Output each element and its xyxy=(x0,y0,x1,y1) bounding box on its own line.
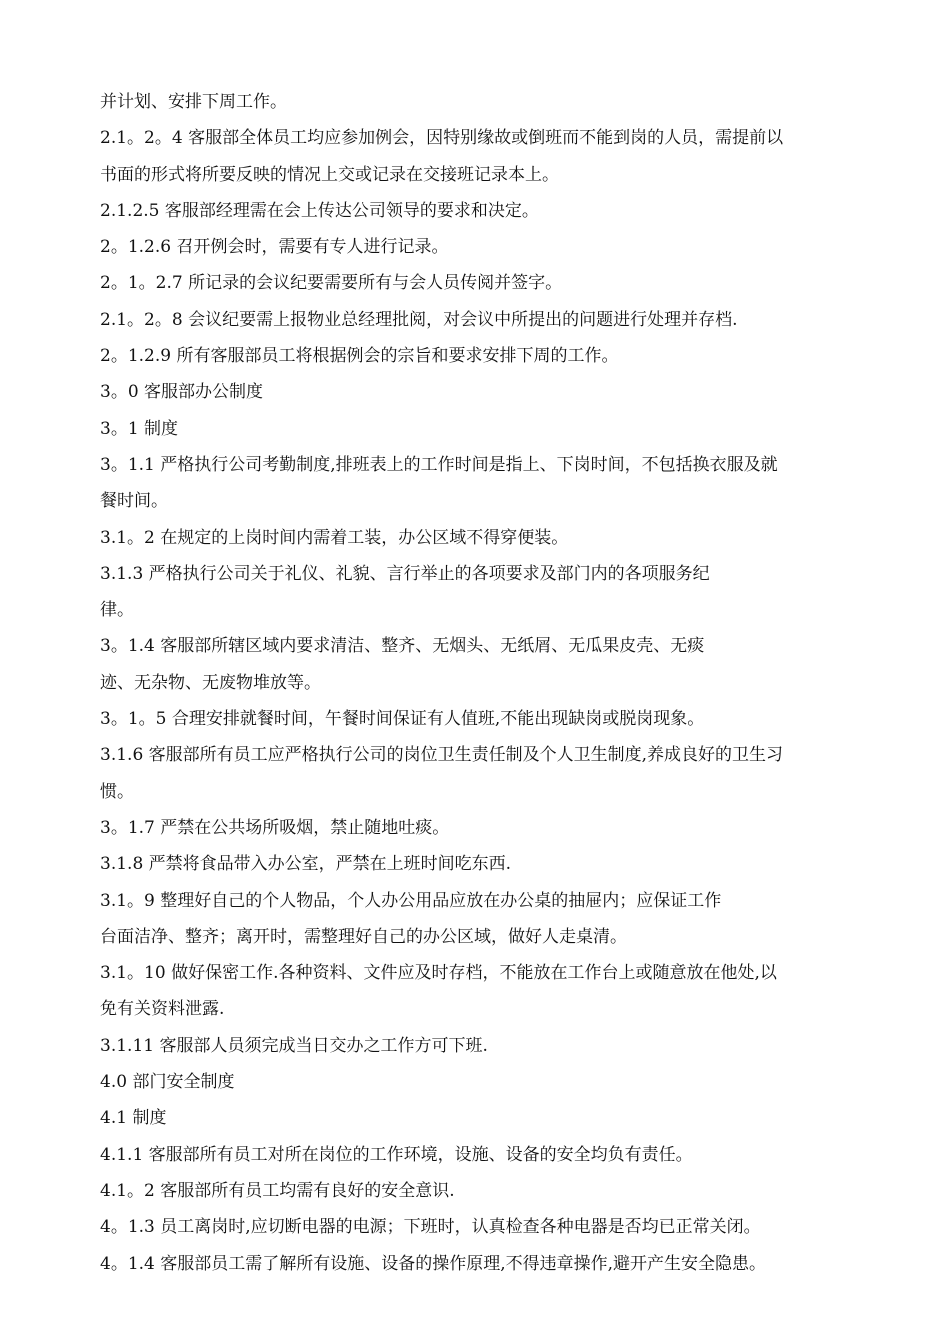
text-line: 4.1.1 客服部所有员工对所在岗位的工作环境，设施、设备的安全均负有责任。 xyxy=(100,1144,693,1165)
text-line: 免有关资料泄露. xyxy=(100,999,225,1020)
text-line: 书面的形式将所要反映的情况上交或记录在交接班记录本上。 xyxy=(100,164,559,185)
text-line: 3。1.4 客服部所辖区域内要求清洁、整齐、无烟头、无纸屑、无瓜果皮壳、无痰 xyxy=(100,636,705,657)
text-line: 并计划、安排下周工作。 xyxy=(100,92,287,112)
text-line: 3。1。5 合理安排就餐时间，午餐时间保证有人值班,不能出现缺岗或脱岗现象。 xyxy=(100,709,705,730)
text-line: 3。1.1 严格执行公司考勤制度,排班表上的工作时间是指上、下岗时间，不包括换衣服及就 xyxy=(100,454,778,475)
text-line: 3.1。10 做好保密工作.各种资料、文件应及时存档，不能放在工作台上或随意放在他处,以 xyxy=(100,963,777,984)
text-line: 4.1 制度 xyxy=(100,1108,167,1129)
text-line: 4。1.3 员工离岗时,应切断电器的电源；下班时，认真检查各种电器是否均已正常关闭。 xyxy=(100,1217,761,1238)
text-line: 3.1.8 严禁将食品带入办公室，严禁在上班时间吃东西. xyxy=(100,854,512,875)
text-line: 2。1.2.6 召开例会时，需要有专人进行记录。 xyxy=(100,237,449,258)
text-line: 3.1.3 严格执行公司关于礼仪、礼貌、言行举止的各项要求及部门内的各项服务纪 xyxy=(100,563,710,584)
text-line: 餐时间。 xyxy=(100,491,168,512)
text-line: 3。0 客服部办公制度 xyxy=(100,382,264,403)
document-body xyxy=(100,84,870,1282)
text-line: 4.0 部门安全制度 xyxy=(100,1072,235,1093)
text-line: 台面洁净、整齐；离开时，需整理好自己的办公区域，做好人走桌清。 xyxy=(100,926,627,947)
text-line: 3.1。9 整理好自己的个人物品，个人办公用品应放在办公桌的抽屉内；应保证工作 xyxy=(100,890,722,911)
text-line: 2。1.2.9 所有客服部员工将根据例会的宗旨和要求安排下周的工作。 xyxy=(100,346,619,367)
text-line: 惯。 xyxy=(100,781,134,802)
text-line: 3.1.6 客服部所有员工应严格执行公司的岗位卫生责任制及个人卫生制度,养成良好的卫生习 xyxy=(100,745,784,766)
text-line: 3。1.7 严禁在公共场所吸烟，禁止随地吐痰。 xyxy=(100,817,450,838)
text-line: 3.1.11 客服部人员须完成当日交办之工作方可下班. xyxy=(100,1035,488,1056)
text-line: 律。 xyxy=(100,600,134,621)
text-line: 2.1.2.5 客服部经理需在会上传达公司领导的要求和决定。 xyxy=(100,200,539,221)
text-line: 2.1。2。4 客服部全体员工均应参加例会，因特别缘故或倒班而不能到岗的人员，需提前以 xyxy=(100,128,784,149)
text-line: 4.1。2 客服部所有员工均需有良好的安全意识. xyxy=(100,1180,455,1201)
text-line: 3。1 制度 xyxy=(100,418,179,439)
text-line: 4。1.4 客服部员工需了解所有设施、设备的操作原理,不得违章操作,避开产生安全隐患。 xyxy=(100,1253,767,1274)
text-line: 3.1。2 在规定的上岗时间内需着工装，办公区域不得穿便装。 xyxy=(100,527,569,548)
text-line: 2。1。2.7 所记录的会议纪要需要所有与会人员传阅并签字。 xyxy=(100,273,563,294)
text-line: 迹、无杂物、无废物堆放等。 xyxy=(100,672,321,693)
text-line: 2.1。2。8 会议纪要需上报物业总经理批阅，对会议中所提出的问题进行处理并存档. xyxy=(100,309,738,330)
